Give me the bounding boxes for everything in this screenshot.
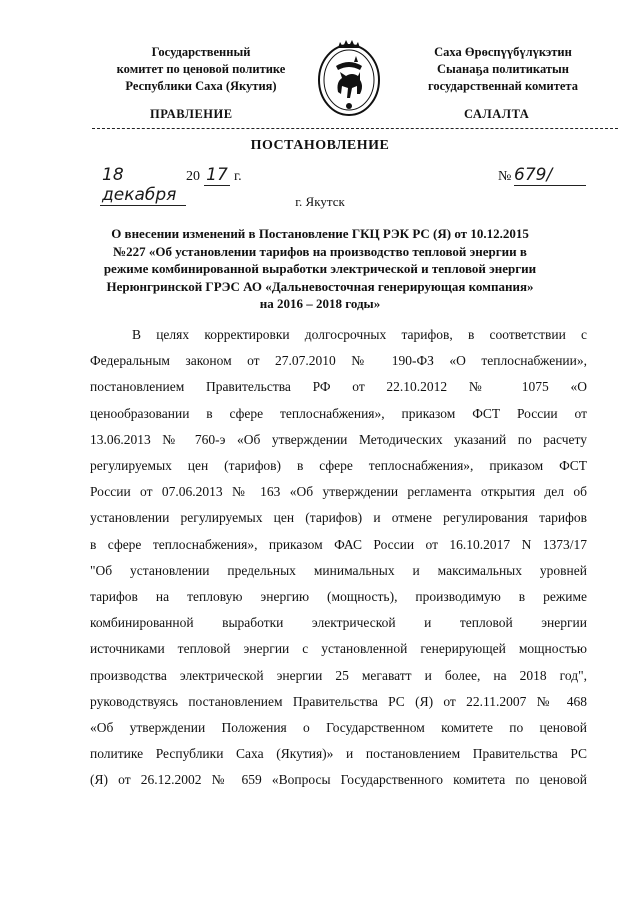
- body-line: тарифов на тепловую энергию (мощность), производимую в режиме: [90, 589, 587, 605]
- body-line: России от 07.06.2013 № 163 «Об утверждении регламента открытия дел об: [90, 484, 587, 500]
- number-sign: №: [498, 169, 512, 184]
- body-line: "Об установлении предельных минимальных и максимальных уровней: [90, 562, 587, 578]
- issuer-line: Государственный: [151, 45, 251, 59]
- issuer-line: комитет по ценовой политике: [116, 62, 286, 76]
- body-line: регулируемых цен (тарифов) в сфере теплоснабжения», приказом ФСТ: [90, 458, 587, 474]
- body-line: В целях корректировки долгосрочных тарифов, в соответствии с: [132, 327, 587, 342]
- document-subject: [80, 225, 560, 313]
- body-line: постановлением Правительства РФ от 22.10.2012 № 1075 «О: [90, 379, 587, 395]
- body-line: «Об утверждении Положения о Государственном комитете по ценовой: [90, 720, 587, 736]
- subject-line: №227 «Об установлении тарифов на производство тепловой энергии в: [113, 243, 527, 259]
- yakutia-coat-of-arms-icon: [316, 36, 382, 118]
- header-divider: [92, 128, 618, 129]
- body-paragraph: [90, 322, 587, 794]
- issuer-line: Республики Саха (Якутия): [125, 79, 277, 93]
- body-line: политике Республики Саха (Якутия)» и постановлением Правительства РС: [90, 746, 587, 762]
- issuer-name-russian: [96, 44, 306, 95]
- issuer-name-yakut: [388, 44, 618, 95]
- issuer-line: Саха Өрөспүүбүлүкэтин: [434, 45, 572, 59]
- issuer-line: Сыанаҕа политикатын: [437, 62, 569, 76]
- subject-line: на 2016 – 2018 годы»: [259, 296, 381, 311]
- date-suffix: г.: [234, 169, 242, 184]
- body-line: руководствуясь постановлением Правительства РС (Я) от 22.11.2007 № 468: [90, 693, 587, 709]
- body-line: источниками тепловой энергии с установленной генерирующей мощностью: [90, 641, 587, 657]
- date-year-handwritten: 17: [204, 165, 230, 186]
- body-line: (Я) от 26.12.2002 № 659 «Вопросы Государственного комитета по ценовой: [90, 772, 587, 788]
- date-year-prefix: 20: [186, 169, 200, 184]
- city: г. Якутск: [295, 194, 345, 209]
- body-line: ценообразовании в сфере теплоснабжения», приказом ФСТ России от: [90, 405, 587, 421]
- issuer-line: государственнай комитета: [428, 79, 578, 93]
- body-line: установлении регулируемых цен (тарифов) и отмене регулирования тарифов: [90, 510, 587, 526]
- subject-line: Нерюнгринской ГРЭС АО «Дальневосточная генерирующая компания»: [106, 278, 534, 294]
- board-label-yakut: САЛАЛТА: [464, 107, 530, 121]
- body-line: производства электрической энергии 25 мегаватт и более, на 2018 год",: [90, 667, 587, 683]
- subject-line: О внесении изменений в Постановление ГКЦ РЭК РС (Я) от 10.12.2015: [111, 226, 529, 241]
- body-line: 13.06.2013 № 760-э «Об утверждении Методических указаний по расчету: [90, 431, 587, 447]
- document-title: ПОСТАНОВЛЕНИЕ: [250, 138, 390, 153]
- subject-line: режиме комбинированной выработки электрической и тепловой энергии: [103, 261, 537, 276]
- body-line: в сфере теплоснабжения», приказом ФАС России от 16.10.2017 N 1373/17: [90, 536, 587, 552]
- body-line: комбинированной выработки электрической и тепловой энергии: [90, 615, 587, 631]
- date-day-month-handwritten: 18 декабря: [100, 165, 186, 206]
- board-label-russian: ПРАВЛЕНИЕ: [150, 107, 233, 121]
- body-line: Федеральным законом от 27.07.2010 № 190-ФЗ «О теплоснабжении»,: [90, 353, 587, 369]
- number-handwritten: 679/: [514, 165, 586, 186]
